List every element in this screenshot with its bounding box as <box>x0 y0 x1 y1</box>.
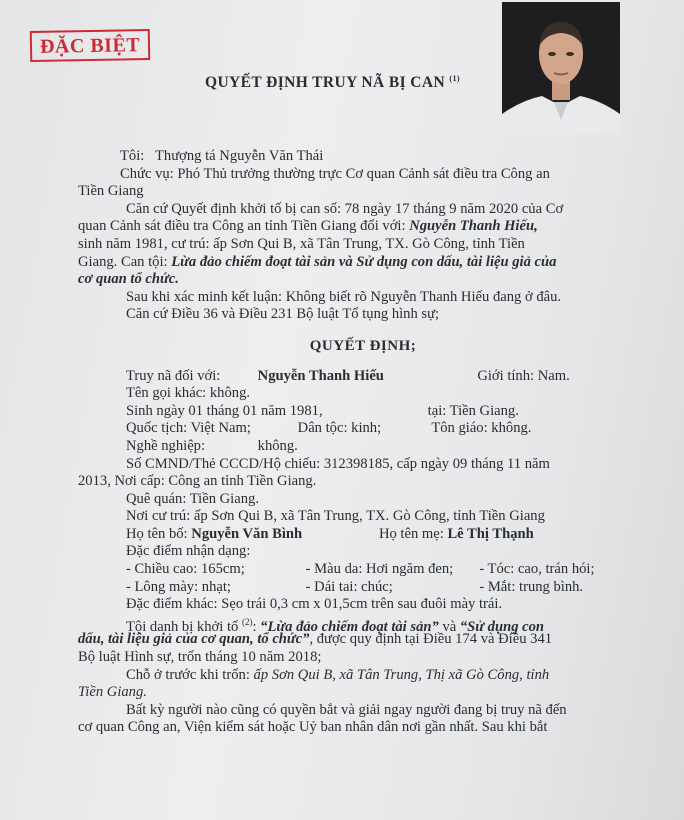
charge-forgery-cont: dấu, tài liệu giả của cơ quan, tổ chức” <box>78 631 310 648</box>
charge-text: Lừa đảo chiếm đoạt tài sản và Sử dụng con dấu, tài liệu giả của <box>171 253 557 270</box>
charge-forgery: “Sử dụng con <box>459 618 545 635</box>
nationality: Quốc tịch: Việt Nam; <box>126 420 251 437</box>
wanted-line <box>78 368 648 386</box>
hair: - Tóc: cao, trán hói; <box>479 561 595 578</box>
ears: - Dái tai: chúc; <box>305 578 393 595</box>
document-title <box>205 74 460 92</box>
officer-label: Tôi: <box>120 148 145 164</box>
birth-line <box>78 403 648 421</box>
officer-line <box>78 148 648 166</box>
previous-residence-label: Chỗ ở trước khi trốn: <box>126 666 250 683</box>
suspect-photo <box>502 2 620 134</box>
officer-name: Thượng tá Nguyễn Văn Thái <box>155 148 324 164</box>
basis-line-4 <box>78 254 648 272</box>
features-line-2 <box>78 579 648 597</box>
features-heading: Đặc điểm nhận dạng: <box>126 543 251 560</box>
wanted-name: Nguyễn Thanh Hiếu <box>257 367 384 384</box>
previous-residence-cont: Tiền Giang. <box>78 684 147 701</box>
legal-basis-line: Căn cứ Điều 36 và Điều 231 Bộ luật Tố tụng hình sự; <box>126 306 440 323</box>
id-line-2: 2013, Nơi cấp: Công an tỉnh Tiền Giang. <box>78 473 317 490</box>
ethnicity: Dân tộc: kinh; <box>297 420 382 437</box>
position-line-cont: Tiền Giang <box>78 183 144 200</box>
charge-line-1 <box>78 614 648 635</box>
basis-line-5: cơ quan tổ chức. <box>78 271 179 288</box>
charge-articles: , được quy định tại Điều 174 và Điều 341 <box>309 631 553 648</box>
father-name: Nguyễn Văn Bình <box>191 525 303 542</box>
father-label: Họ tên bố: <box>126 525 188 542</box>
job-value: không. <box>257 437 298 454</box>
gender: Giới tính: Nam. <box>477 367 570 384</box>
birth-place: tại: Tiền Giang. <box>427 402 519 419</box>
parents-line <box>78 526 648 544</box>
position-line <box>78 166 648 184</box>
alias-line: Tên gọi khác: không. <box>126 385 251 402</box>
charge-line-2 <box>78 631 648 649</box>
previous-residence-value: ấp Sơn Qui B, xã Tân Trung, Thị xã Gò Công, tỉnh <box>253 666 550 683</box>
basis-line-2 <box>78 218 648 236</box>
eyebrows: - Lông mày: nhạt; <box>126 578 231 595</box>
basis-text: quan Cảnh sát điều tra Công an tỉnh Tiền Giang đối với: <box>78 218 406 235</box>
job-line <box>78 438 648 456</box>
charge-footnote: (2) <box>241 616 253 627</box>
height: - Chiều cao: 165cm; <box>126 561 245 578</box>
mother-name: Lê Thị Thạnh <box>447 525 534 542</box>
decision-heading: QUYẾT ĐỊNH; <box>309 337 417 354</box>
conjunction: và <box>442 618 457 635</box>
charge-fraud: “Lừa đảo chiếm đoạt tài sản” <box>260 618 439 635</box>
arrest-line-2: cơ quan Công an, Viện kiểm sát hoặc Uỷ ban nhân dân nơi gần nhất. Sau khi bắt <box>78 719 548 736</box>
position-value: Phó Thủ trưởng thường trực Cơ quan Cảnh sát điều tra Công an <box>177 165 550 182</box>
previous-residence-line <box>78 667 648 685</box>
wanted-label: Truy nã đối với: <box>126 367 221 384</box>
basis-line-3: sinh năm 1981, cư trú: ấp Sơn Qui B, xã Tân Trung, TX. Gò Công, tỉnh Tiền <box>78 235 525 252</box>
title-footnote: (1) <box>449 74 460 83</box>
charge-label: Tội danh bị khởi tố <box>126 618 239 635</box>
suspect-name-ref: Nguyễn Thanh Hiếu, <box>409 218 538 235</box>
basis-line-1: Căn cứ Quyết định khởi tố bị can số: 78 ngày 17 tháng 9 năm 2020 của Cơ <box>126 200 564 217</box>
charge-line-3: Bộ luật Hình sự, trốn tháng 10 năm 2018; <box>78 649 322 666</box>
job-label: Nghề nghiệp: <box>126 437 206 454</box>
birth-date: Sinh ngày 01 tháng 01 năm 1981, <box>126 402 323 419</box>
other-features-line: Đặc điểm khác: Sẹo trái 0,3 cm x 01,5cm trên sau đuôi mày trái. <box>126 596 503 613</box>
colon: : <box>252 618 257 635</box>
religion: Tôn giáo: không. <box>431 420 532 437</box>
document-body <box>78 148 648 737</box>
eyes: - Mắt: trung bình. <box>479 578 584 595</box>
id-line-1: Số CMND/Thẻ CCCD/Hộ chiếu: 312398185, cấp ngày 09 tháng 11 năm <box>126 455 550 472</box>
charge-label: Giang. Can tội: <box>78 253 168 270</box>
residence-line: Nơi cư trú: ấp Sơn Qui B, xã Tân Trung, TX. Gò Công, tỉnh Tiền Giang <box>126 508 545 525</box>
arrest-line-1: Bất kỳ người nào cũng có quyền bắt và giải ngay người đang bị truy nã đến <box>126 701 567 718</box>
skin: - Màu da: Hơi ngăm đen; <box>305 561 454 578</box>
position-label: Chức vụ: <box>120 165 174 182</box>
title-text: QUYẾT ĐỊNH TRUY NÃ BỊ CAN <box>205 74 446 92</box>
verification-line: Sau khi xác minh kết luận: Không biết rõ Nguyễn Thanh Hiếu đang ở đâu. <box>126 288 562 305</box>
hometown-line: Quê quán: Tiền Giang. <box>126 490 259 507</box>
features-line-1 <box>78 561 648 579</box>
special-stamp: ĐẶC BIỆT <box>30 29 151 62</box>
mother-label: Họ tên mẹ: <box>378 525 444 542</box>
nationality-line <box>78 420 648 438</box>
